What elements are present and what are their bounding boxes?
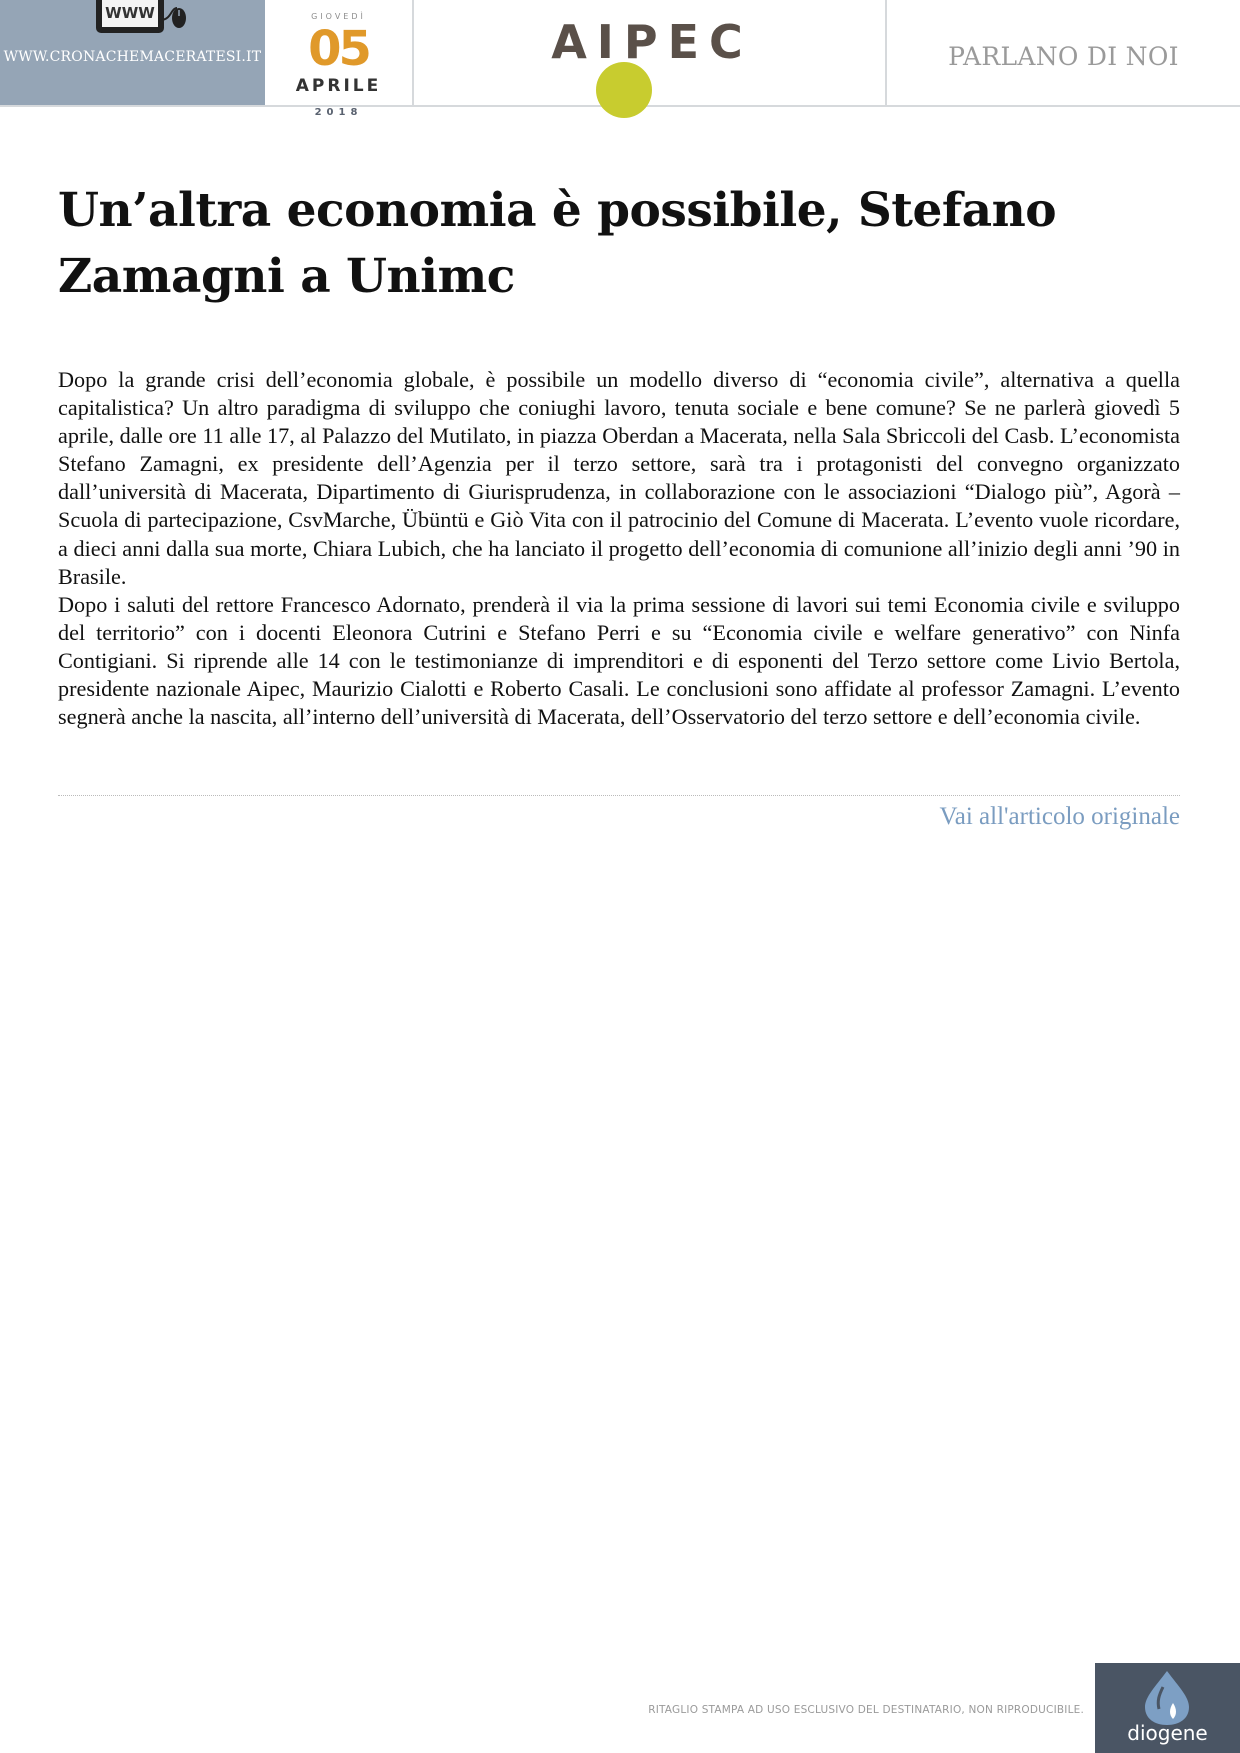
- logo-box: [412, 0, 887, 105]
- date-block: [265, 0, 414, 118]
- original-article-link[interactable]: Vai all'articolo originale: [939, 803, 1180, 830]
- disclaimer: RITAGLIO STAMPA AD USO ESCLUSIVO DEL DESTINATARIO, NON RIPRODUCIBILE.: [648, 1704, 1084, 1716]
- svg-text:AIPEC: AIPEC: [551, 15, 753, 69]
- water-drop-icon: [1137, 1669, 1197, 1725]
- svg-text:WWW: WWW: [105, 4, 155, 22]
- section-label: PARLANO DI NOI: [948, 42, 1179, 71]
- brand-box: [1095, 1663, 1240, 1753]
- aipec-logo: [552, 16, 752, 122]
- source-url: WWW.CRONACHEMACERATESI.IT: [3, 49, 262, 65]
- article-title: Un’altra economia è possibile, Stefano Zamagni a Unimc: [58, 183, 1057, 304]
- article-body: [58, 366, 1180, 731]
- logo-circle-icon: [596, 62, 652, 118]
- brand-name: diogene: [1127, 1721, 1208, 1745]
- article-paragraph: Dopo i saluti del rettore Francesco Adornato, prenderà il via la prima sessione di lavori sui temi Economia civile e sviluppo del territorio” con i docenti Eleonora Cutrini e Stefano Perri e su “Economia civile e welfare generativo” con Ninfa Contigiani. Si riprende alle 14 con le testimonianze di imprenditori e di esponenti del Terzo settore come Livio Bertola, presidente nazionale Aipec, Maurizio Cialotti e Roberto Casali. Le conclusioni sono affidate al professor Zamagni. L’evento segnerà anche la nascita, all’interno dell’università di Macerata, dell’Osservatorio del terzo settore e dell’economia civile.: [58, 591, 1180, 730]
- article-paragraph: Dopo la grande crisi dell’economia globale, è possibile un modello diverso di “economia civile”, alternativa a quella capitalistica? Un altro paradigma di sviluppo che coniughi lavoro, tenuta sociale e bene comune? Se ne parlerà giovedì 5 aprile, dalle ore 11 alle 17, al Palazzo del Mutilato, in piazza Oberdan a Macerata, nella Sala Sbriccoli del Casb. L’economista Stefano Zamagni, ex presidente dell’Agenzia per il terzo settore, sarà tra i protagonisti del convegno organizzato dall’università di Macerata, Dipartimento di Giurisprudenza, in collaborazione con le associazioni “Dialogo più”, Agorà – Scuola di partecipazione, CsvMarche, Übüntü e Giò Vita con il patrocinio del Comune di Macerata. L’evento vuole ricordare, a dieci anni dalla sua morte, Chiara Lubich, che ha lanciato il progetto dell’economia di comunione all’inizio degli anni ’90 in Brasile.: [58, 367, 1180, 589]
- press-header: [0, 0, 1240, 118]
- date-day: 05: [308, 21, 369, 77]
- date-month: APRILE: [295, 76, 382, 96]
- date-weekday: GIOVEDÌ: [311, 12, 366, 21]
- date-year: 2018: [314, 107, 363, 118]
- source-box: [0, 0, 265, 105]
- divider: [58, 795, 1180, 796]
- computer-monitor-icon: [95, 0, 191, 38]
